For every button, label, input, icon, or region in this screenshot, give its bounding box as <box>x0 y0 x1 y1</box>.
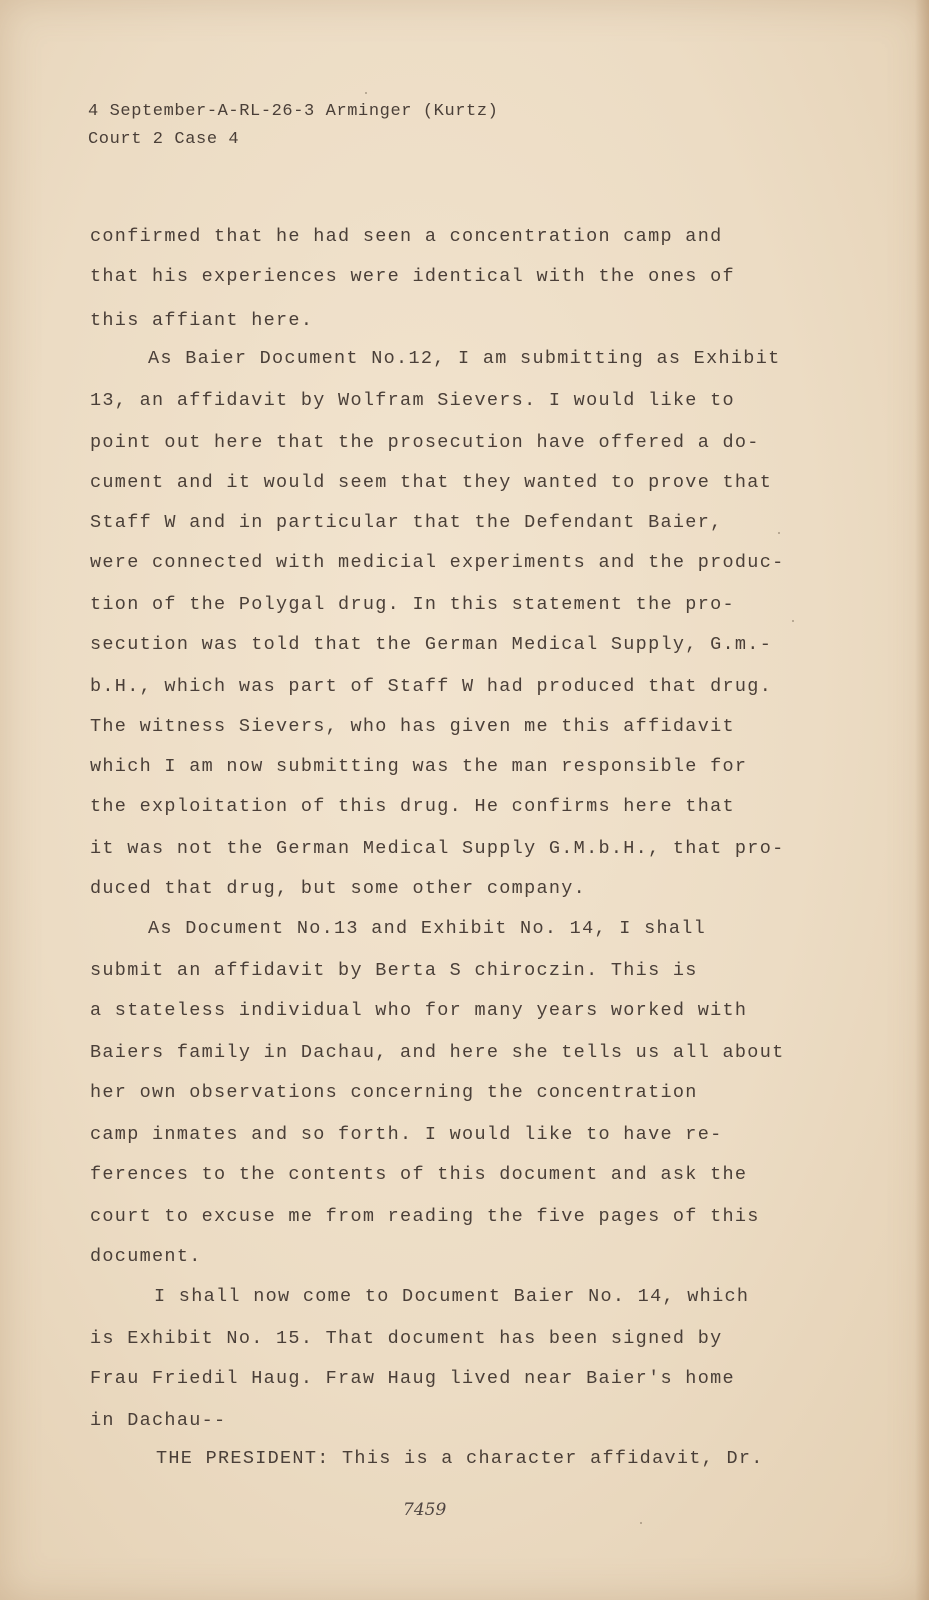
body-line: is Exhibit No. 15. That document has been signed by <box>90 1328 723 1349</box>
paper-speck <box>792 620 794 622</box>
body-line: the exploitation of this drug. He confirms here that <box>90 796 735 817</box>
body-line: secution was told that the German Medical Supply, G.m.- <box>90 634 773 655</box>
page-edge-shadow <box>915 0 929 1600</box>
body-line: it was not the German Medical Supply G.M.b.H., that pro- <box>90 838 785 859</box>
body-line: cument and it would seem that they wanted to prove that <box>90 472 773 493</box>
body-line: point out here that the prosecution have offered a do- <box>90 432 760 453</box>
body-line: camp inmates and so forth. I would like to have re- <box>90 1124 723 1145</box>
body-line: submit an affidavit by Berta S chiroczin. This is <box>90 960 698 981</box>
body-line: THE PRESIDENT: This is a character affidavit, Dr. <box>156 1448 764 1469</box>
body-line: court to excuse me from reading the five pages of this <box>90 1206 760 1227</box>
body-line: As Document No.13 and Exhibit No. 14, I shall <box>148 918 707 939</box>
body-line: I shall now come to Document Baier No. 14, which <box>154 1286 750 1307</box>
body-line: The witness Sievers, who has given me this affidavit <box>90 716 735 737</box>
body-line: her own observations concerning the concentration <box>90 1082 698 1103</box>
body-line: Frau Friedil Haug. Fraw Haug lived near Baier's home <box>90 1368 735 1389</box>
paper-speck <box>640 1522 642 1524</box>
body-line: this affiant here. <box>90 310 314 331</box>
body-line: Baiers family in Dachau, and here she tells us all about <box>90 1042 785 1063</box>
header-court-line: Court 2 Case 4 <box>88 130 240 149</box>
body-line: As Baier Document No.12, I am submitting as Exhibit <box>148 348 781 369</box>
header-session-line: 4 September-A-RL-26-3 Arminger (Kurtz) <box>88 102 499 121</box>
body-line: confirmed that he had seen a concentration camp and <box>90 226 723 247</box>
body-line: 13, an affidavit by Wolfram Sievers. I would like to <box>90 390 735 411</box>
body-line: ferences to the contents of this document and ask the <box>90 1164 748 1185</box>
body-line: document. <box>90 1246 202 1267</box>
body-line: b.H., which was part of Staff W had produced that drug. <box>90 676 773 697</box>
body-line: Staff W and in particular that the Defendant Baier, <box>90 512 723 533</box>
body-line: were connected with medicial experiments and the produc- <box>90 552 785 573</box>
body-line: a stateless individual who for many years worked with <box>90 1000 748 1021</box>
body-line: that his experiences were identical with the ones of <box>90 266 735 287</box>
body-line: in Dachau-- <box>90 1410 227 1431</box>
body-line: tion of the Polygal drug. In this statement the pro- <box>90 594 735 615</box>
page-number: 7459 <box>403 1500 447 1520</box>
body-line: which I am now submitting was the man responsible for <box>90 756 748 777</box>
paper-speck <box>365 92 367 94</box>
paper-speck <box>778 532 780 534</box>
body-line: duced that drug, but some other company. <box>90 878 587 899</box>
